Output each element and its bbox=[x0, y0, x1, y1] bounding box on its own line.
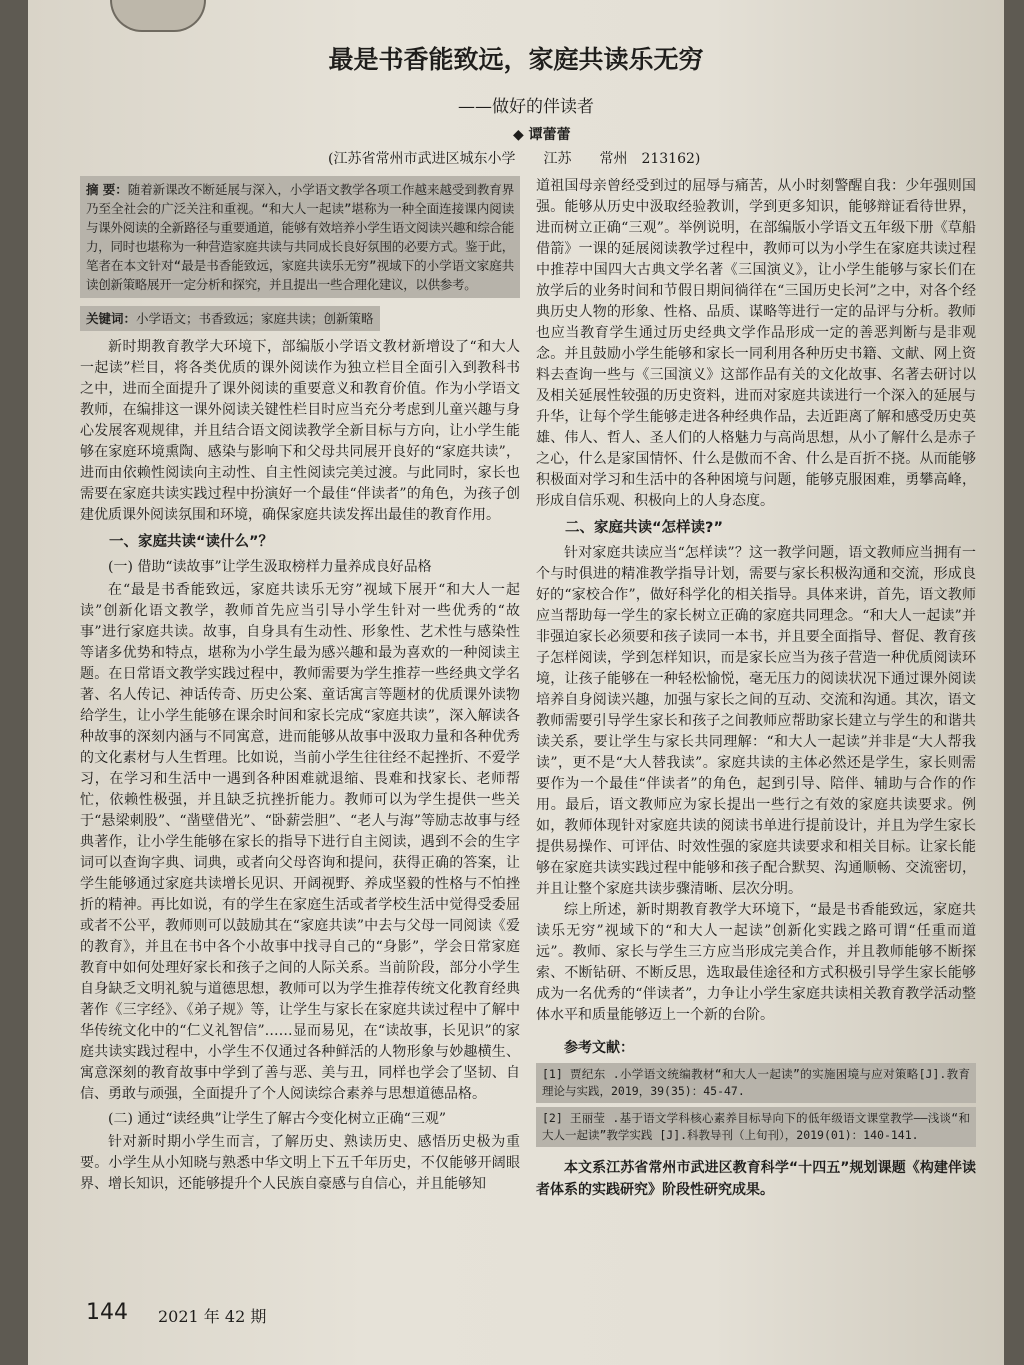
keywords-label: 关键词： bbox=[86, 311, 137, 326]
journal-logo bbox=[110, 0, 206, 32]
section-heading-1: 一、家庭共读“读什么”？ bbox=[109, 534, 274, 550]
funding-note: 本文系江苏省常州市武进区教育科学“十四五”规划课题《构建伴读者体系的实践研究》阶段性研究成果。 bbox=[536, 1160, 976, 1198]
body-paragraph: 针对新时期小学生而言，了解历史、熟读历史、感悟历史极为重要。小学生从小知晓与熟悉中华文明上下五千年历史，不仅能够开阔眼界、增长知识，还能够提升个人民族自豪感与自信心，并且能够知 bbox=[80, 1134, 520, 1192]
abstract-text: 随着新课改不断延展与深入，小学语文教学各项工作越来越受到教育界乃至全社会的广泛关注和重视。“和大人一起读”堪称为一种全面连接课内阅读与课外阅读的全新路径与重要通道，能够有效培养小学生语文阅读兴趣和综合能力，同时也堪称为一种营造家庭共读与共同成长良好氛围的必要方式。鉴于此，笔者在本文针对“最是书香能致远，家庭共读乐无穷”视域下的小学语文家庭共读创新策略展开一定分析和探究，并且提出一些合理化建议，以供参考。 bbox=[86, 182, 515, 292]
article-subtitle: ——做好的伴读者 bbox=[458, 97, 594, 117]
reference-item: [2] 王丽莹 .基于语文学科核心素养目标导向下的低年级语文课堂教学——浅谈“和大人一起读”教学实践 [J].科教导刊（上旬刊），2019(01)：140-141. bbox=[536, 1107, 976, 1147]
references-heading: 参考文献： bbox=[564, 1040, 634, 1056]
page-number: 144 bbox=[86, 1300, 128, 1325]
subsection-heading-2: (二) 通过“读经典”让学生了解古今变化树立正确“三观” bbox=[108, 1111, 447, 1127]
right-column bbox=[536, 176, 976, 1201]
conclusion-paragraph: 综上所述，新时期教育教学大环境下，“最是书香能致远，家庭共读乐无穷”视域下的“和大人一起读”创新化实践之路可谓“任重而道远”。教师、家长与学生三方应当形成完美合作，并且教师能够不断探索、不断钻研、不断反思，选取最佳途径和方式积极引导学生家长能够成为一名优秀的“伴读者”，力争让小学生家庭共读相关教育教学活动整体水平和质量能够迈上一个新的台阶。 bbox=[536, 902, 976, 1023]
abstract-box bbox=[80, 176, 520, 298]
keywords-text: 小学语文；书香致远；家庭共读；创新策略 bbox=[136, 311, 374, 326]
author: ◆ 谭蕾蕾 bbox=[513, 127, 571, 143]
subsection-heading-1: (一) 借助“读故事”让学生汲取榜样力量养成良好品格 bbox=[108, 559, 432, 575]
intro-paragraph: 新时期教育教学大环境下，部编版小学语文教材新增设了“和大人一起读”栏目，将各类优质的课外阅读作为独立栏目全面引入到教科书之中，进而全面提升了课外阅读的重要意义和教育价值。作为小学语文教师，在编排这一课外阅读关键性栏目时应当充分考虑到儿童兴趣与身心发展客观规律，并且结合语文阅读教学全新目标与方向，让小学生能够在家庭环境熏陶、感染与影响下和父母共同展开良好的“家庭共读”，进而由依赖性阅读向主动性、自主性阅读完美过渡。与此同时，家长也需要在家庭共读实践过程中扮演好一个最佳“伴读者”的角色，为孩子创建优质课外阅读氛围和环境，确保家庭共读发挥出最佳的教育作用。 bbox=[80, 339, 520, 523]
body-paragraph: 针对家庭共读应当“怎样读”？这一教学问题，语文教师应当拥有一个与时俱进的精准教学指导计划，需要与家长积极沟通和交流，形成良好的“家校合作”，做好科学化的相关指导。具体来讲，首先，语文教师应当帮助每一学生的家长树立正确的家庭共同理念。“和大人一起读”并非强迫家长必须要和孩子读同一本书，并且要全面指导、督促、教育孩子怎样阅读，学到怎样知识，而是家长应当为孩子营造一种优质阅读环境，让孩子能够在一种轻松愉悦，毫无压力的阅读状况下通过课外阅读培养自身阅读兴趣，加强与家长之间的互动、交流和沟通。其次，语文教师需要引导学生家长和孩子之间教师应帮助家长建立与学生的和谐共读关系，要让学生与家长共同理解：“和大人一起读”并非是“大人帮我读”，更不是“大人替我读”。家庭共读的主体必然还是学生，家长则需要作为一个最佳“伴读者”的角色，起到引导、陪伴、辅助与合作的作用。最后，语文教师应为家长提出一些行之有效的家庭共读要求。例如，教师体现针对家庭共读的阅读书单进行提前设计，并且为学生家长提供易操作、可评估、时效性强的家庭共读要求和相关目标。让家长能够在家庭共读实践过程中能够和孩子配合默契、沟通顺畅、交流密切，并且让整个家庭共读步骤清晰、层次分明。 bbox=[536, 545, 976, 897]
reference-item: [1] 贾纪东 .小学语文统编教材“和大人一起读”的实施困境与应对策略[J].教育理论与实践，2019，39(35)：45-47. bbox=[536, 1063, 976, 1103]
journal-page bbox=[28, 0, 1004, 1365]
article-title: 最是书香能致远，家庭共读乐无穷 bbox=[328, 45, 704, 74]
body-paragraph: 在“最是书香能致远，家庭共读乐无穷”视域下展开“和大人一起读”创新化语文教学，教师首先应当引导小学生针对一些优秀的“故事”进行家庭共读。故事，自身具有生动性、形象性、艺术性与感染性等诸多优势和特点，堪称为小学生最为感兴趣和最为喜欢的一种阅读主题。在日常语文教学实践过程中，教师需要为学生推荐一些经典文学名著、名人传记、神话传奇、历史公案、童话寓言等题材的优质课外读物给学生，让小学生能够在课余时间和家长完成“家庭共读”，深入解读各种故事的深刻内涵与不同寓意，进而能够从故事中汲取力量和各种优秀的文化素材与人生哲理。比如说，当前小学生往往经不起挫折、不爱学习，在学习和生活中一遇到各种困难就退缩、畏难和找家长、老师帮忙，依赖性极强，并且缺乏抗挫折能力。教师可以为学生提供一些关于“悬梁刺股”、“凿壁借光”、“卧薪尝胆”、“老人与海”等励志故事与经典著作，让小学生能够在家长的指导下进行自主阅读，遇到不会的生字词可以查询字典、词典，或者向父母咨询和提问，获得正确的答案，让学生能够通过家庭共读增长见识、开阔视野、养成坚毅的性格与不怕挫折的精神。再比如说，有的学生在家庭生活或者学校生活中觉得受委屈或者不公平，教师则可以鼓励其在“家庭共读”中去与父母一同阅读《爱的教育》，并且在书中各个小故事中找寻自己的“身影”，学会日常家庭教育中如何处理好家长和孩子之间的人际关系。当前阶段，部分小学生自身缺乏文明礼貌与道德思想，教师可以为学生推荐传统文化教育经典著作《三字经》、《弟子规》等，让学生与家长在家庭共读过程中了解中华传统文化中的“仁义礼智信”……显而易见，在“读故事，长见识”的家庭共读实践过程中，小学生不仅通过各种鲜活的人物形象与妙趣横生、寓意深刻的教育故事中学到了善与恶、美与丑，同样也学会了坚韧、自信、勇敢与顽强，全面提升了个人阅读综合素养与思想道德品格。 bbox=[80, 582, 520, 1102]
keywords-box bbox=[80, 306, 380, 331]
affiliation: (江苏省常州市武进区城东小学 江苏 常州 213162) bbox=[328, 151, 701, 167]
section-heading-2: 二、家庭共读“怎样读?” bbox=[565, 520, 723, 536]
issue-label: 2021 年 42 期 bbox=[158, 1307, 267, 1326]
abstract-label: 摘 要： bbox=[86, 182, 128, 197]
left-column bbox=[80, 176, 520, 1195]
body-paragraph: 道祖国母亲曾经受到过的屈辱与痛苦，从小时刻警醒自我：少年强则国强。能够从历史中汲取经验教训，学到更多知识，能够辩证看待世界，进而树立正确“三观”。举例说明，在部编版小学语文五年级下册《草船借箭》一课的延展阅读教学过程中，教师可以为小学生在家庭共读过程中推荐中国四大古典文学名著《三国演义》，让小学生能够与家长们在放学后的业务时间和节假日期间徜徉在“三国历史长河”之中，对各个经典历史人物的形象、性格、品质、谋略等进行一定的品评与分析。教师也应当教育学生通过历史经典文学作品形成一定的善恶判断与是非观念。并且鼓励小学生能够和家长一同利用各种历史书籍、文献、网上资料去查询一些与《三国演义》这部作品有关的文化故事、名著去研讨以及相关延展性较强的历史资料，进而对家庭共读进行一个深入的延展与升华，让每个学生能够走进各种经典作品，去近距离了解和感受历史英雄、伟人、哲人、圣人们的人格魅力与高尚思想，从小了解什么是赤子之心，什么是家国情怀、什么是傲而不舍、什么是百折不挠。从而能够积极面对学习和生活中的各种困境与问题，能够克服困难，勇攀高峰，形成自信乐观、积极向上的人身态度。 bbox=[536, 178, 976, 509]
